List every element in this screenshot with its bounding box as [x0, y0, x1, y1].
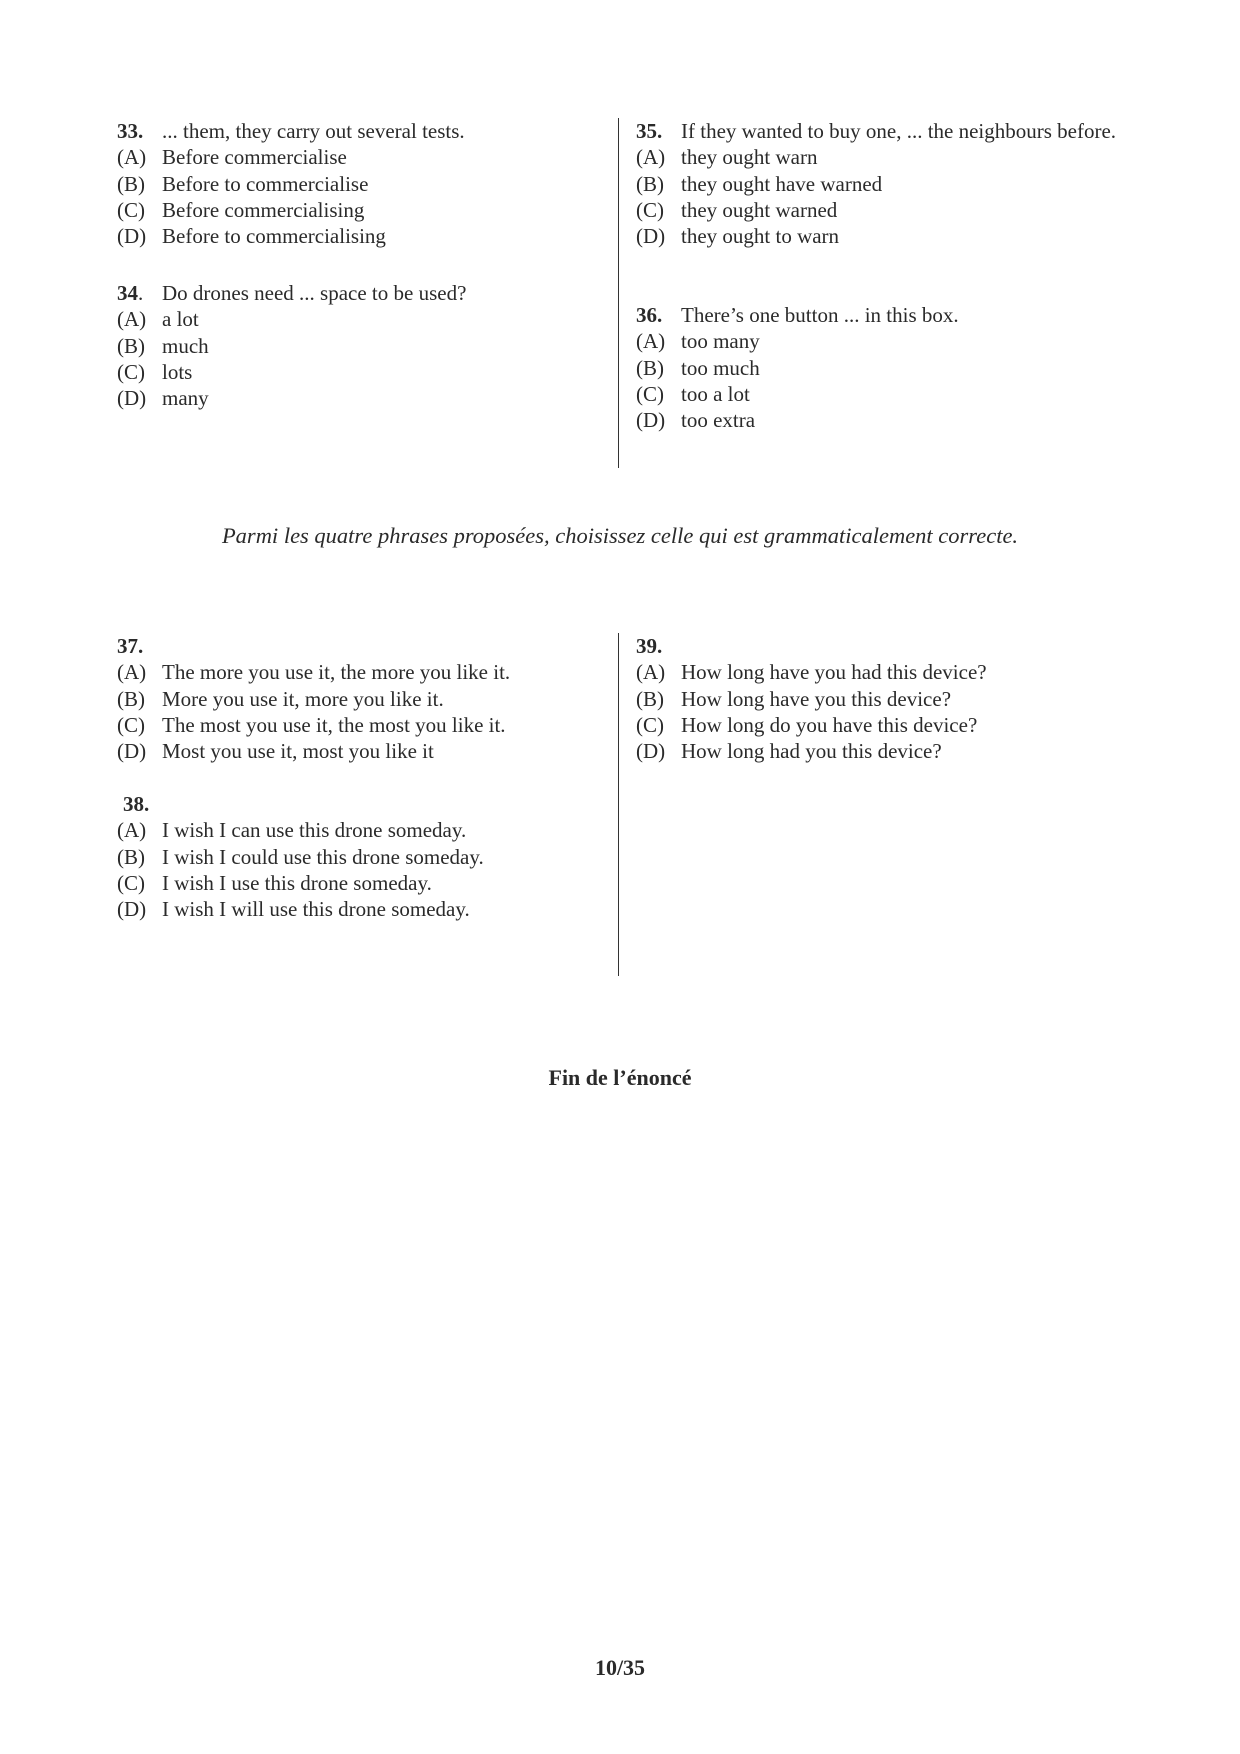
option-label: (B) [117, 171, 145, 196]
option-c [117, 359, 557, 385]
option-text: a lot [162, 307, 199, 332]
option-a [117, 659, 577, 685]
option-label: (C) [117, 870, 145, 895]
option-text: More you use it, more you like it. [162, 686, 444, 711]
option-label: (B) [636, 355, 664, 380]
option-label: (D) [117, 739, 147, 764]
page-number: 10/35 [594, 1655, 646, 1680]
option-d [636, 223, 1120, 249]
option-text: Before to commercialising [162, 224, 386, 249]
question-37 [117, 633, 577, 764]
option-text: much [162, 333, 209, 358]
option-b [117, 844, 577, 870]
option-label: (D) [636, 408, 666, 433]
question-38 [117, 791, 577, 922]
question-number: 37. [117, 634, 144, 658]
option-c [117, 197, 557, 223]
option-text: I wish I could use this drone someday. [162, 844, 484, 869]
option-text: I wish I will use this drone someday. [162, 897, 470, 922]
column-divider-top [618, 118, 619, 468]
option-text: they ought warn [681, 145, 818, 170]
option-text: How long had you this device? [681, 739, 942, 764]
question-text: There’s one button ... in this box. [681, 303, 959, 327]
question-33 [117, 118, 557, 249]
option-d [117, 223, 557, 249]
question-number: 39. [636, 634, 663, 658]
question-number-value: 34 [117, 281, 138, 305]
question-stem [117, 280, 557, 306]
option-text: I wish I can use this drone someday. [162, 818, 467, 843]
option-d [117, 738, 577, 764]
option-text: Before to commercialise [162, 171, 369, 196]
option-text: lots [162, 359, 193, 384]
option-text: they ought have warned [681, 171, 883, 196]
option-label: (D) [117, 224, 147, 249]
option-label: (A) [117, 307, 147, 332]
option-d [636, 407, 1120, 433]
option-c [636, 712, 1120, 738]
option-label: (B) [117, 333, 145, 358]
question-number [117, 280, 143, 306]
question-39 [636, 633, 1120, 764]
option-c [636, 381, 1120, 407]
option-d [117, 385, 557, 411]
end-of-statement: Fin de l’énoncé [548, 1065, 692, 1090]
option-text: Before commercialising [162, 197, 365, 222]
option-text: too a lot [681, 381, 750, 406]
option-label: (A) [117, 818, 147, 843]
option-label: (D) [636, 739, 666, 764]
option-text: too extra [681, 408, 756, 433]
question-number-suffix: . [138, 281, 144, 305]
option-a [636, 328, 1120, 354]
option-b [117, 333, 557, 359]
question-35 [636, 118, 1120, 249]
option-label: (A) [117, 660, 147, 685]
option-c [117, 712, 577, 738]
question-number: 36. [636, 303, 663, 327]
option-label: (C) [636, 197, 664, 222]
column-divider-bottom [618, 633, 619, 976]
option-label: (A) [636, 145, 666, 170]
option-label: (A) [117, 145, 147, 170]
option-b [117, 686, 577, 712]
option-label: (C) [117, 197, 145, 222]
option-label: (D) [636, 224, 666, 249]
option-d [117, 896, 577, 922]
question-36 [636, 302, 1120, 433]
option-label: (B) [117, 686, 145, 711]
option-label: (D) [117, 386, 147, 411]
option-d [636, 738, 1120, 764]
option-text: I wish I use this drone someday. [162, 870, 432, 895]
option-b [636, 171, 1120, 197]
option-c [636, 197, 1120, 223]
option-a [636, 659, 1120, 685]
option-a [117, 144, 557, 170]
option-label: (A) [636, 660, 666, 685]
question-34 [117, 280, 557, 411]
option-text: How long have you this device? [681, 686, 952, 711]
option-text: The most you use it, the most you like it. [162, 712, 506, 737]
option-label: (C) [636, 381, 664, 406]
option-text: Most you use it, most you like it [162, 739, 434, 764]
option-label: (C) [117, 359, 145, 384]
section-instruction: Parmi les quatre phrases proposées, choisissez celle qui est grammaticalement correcte. [221, 523, 1019, 548]
question-number: 38. [123, 792, 150, 816]
option-text: The more you use it, the more you like it. [162, 660, 511, 685]
option-a [636, 144, 1120, 170]
option-b [636, 686, 1120, 712]
option-label: (C) [117, 712, 145, 737]
question-stem [636, 302, 1120, 328]
option-text: Before commercialise [162, 145, 347, 170]
option-text: How long do you have this device? [681, 712, 978, 737]
question-stem [117, 633, 577, 659]
option-b [636, 355, 1120, 381]
question-text: ... them, they carry out several tests. [162, 119, 465, 143]
option-label: (D) [117, 897, 147, 922]
option-label: (A) [636, 329, 666, 354]
option-label: (B) [117, 844, 145, 869]
question-stem [117, 791, 577, 817]
option-label: (B) [636, 686, 664, 711]
question-text: If they wanted to buy one, ... the neighbours before. [681, 119, 1117, 143]
question-number: 35. [636, 119, 663, 143]
option-text: too much [681, 355, 760, 380]
option-a [117, 306, 557, 332]
option-c [117, 870, 577, 896]
option-text: many [162, 386, 209, 411]
option-b [117, 171, 557, 197]
question-number: 33. [117, 119, 144, 143]
option-text: they ought warned [681, 197, 838, 222]
option-label: (C) [636, 712, 664, 737]
option-text: they ought to warn [681, 224, 840, 249]
question-stem [117, 118, 557, 144]
option-label: (B) [636, 171, 664, 196]
option-a [117, 817, 577, 843]
option-text: too many [681, 329, 760, 354]
question-stem [636, 118, 1120, 144]
option-text: How long have you had this device? [681, 660, 987, 685]
question-stem [636, 633, 1120, 659]
question-text: Do drones need ... space to be used? [162, 281, 467, 305]
